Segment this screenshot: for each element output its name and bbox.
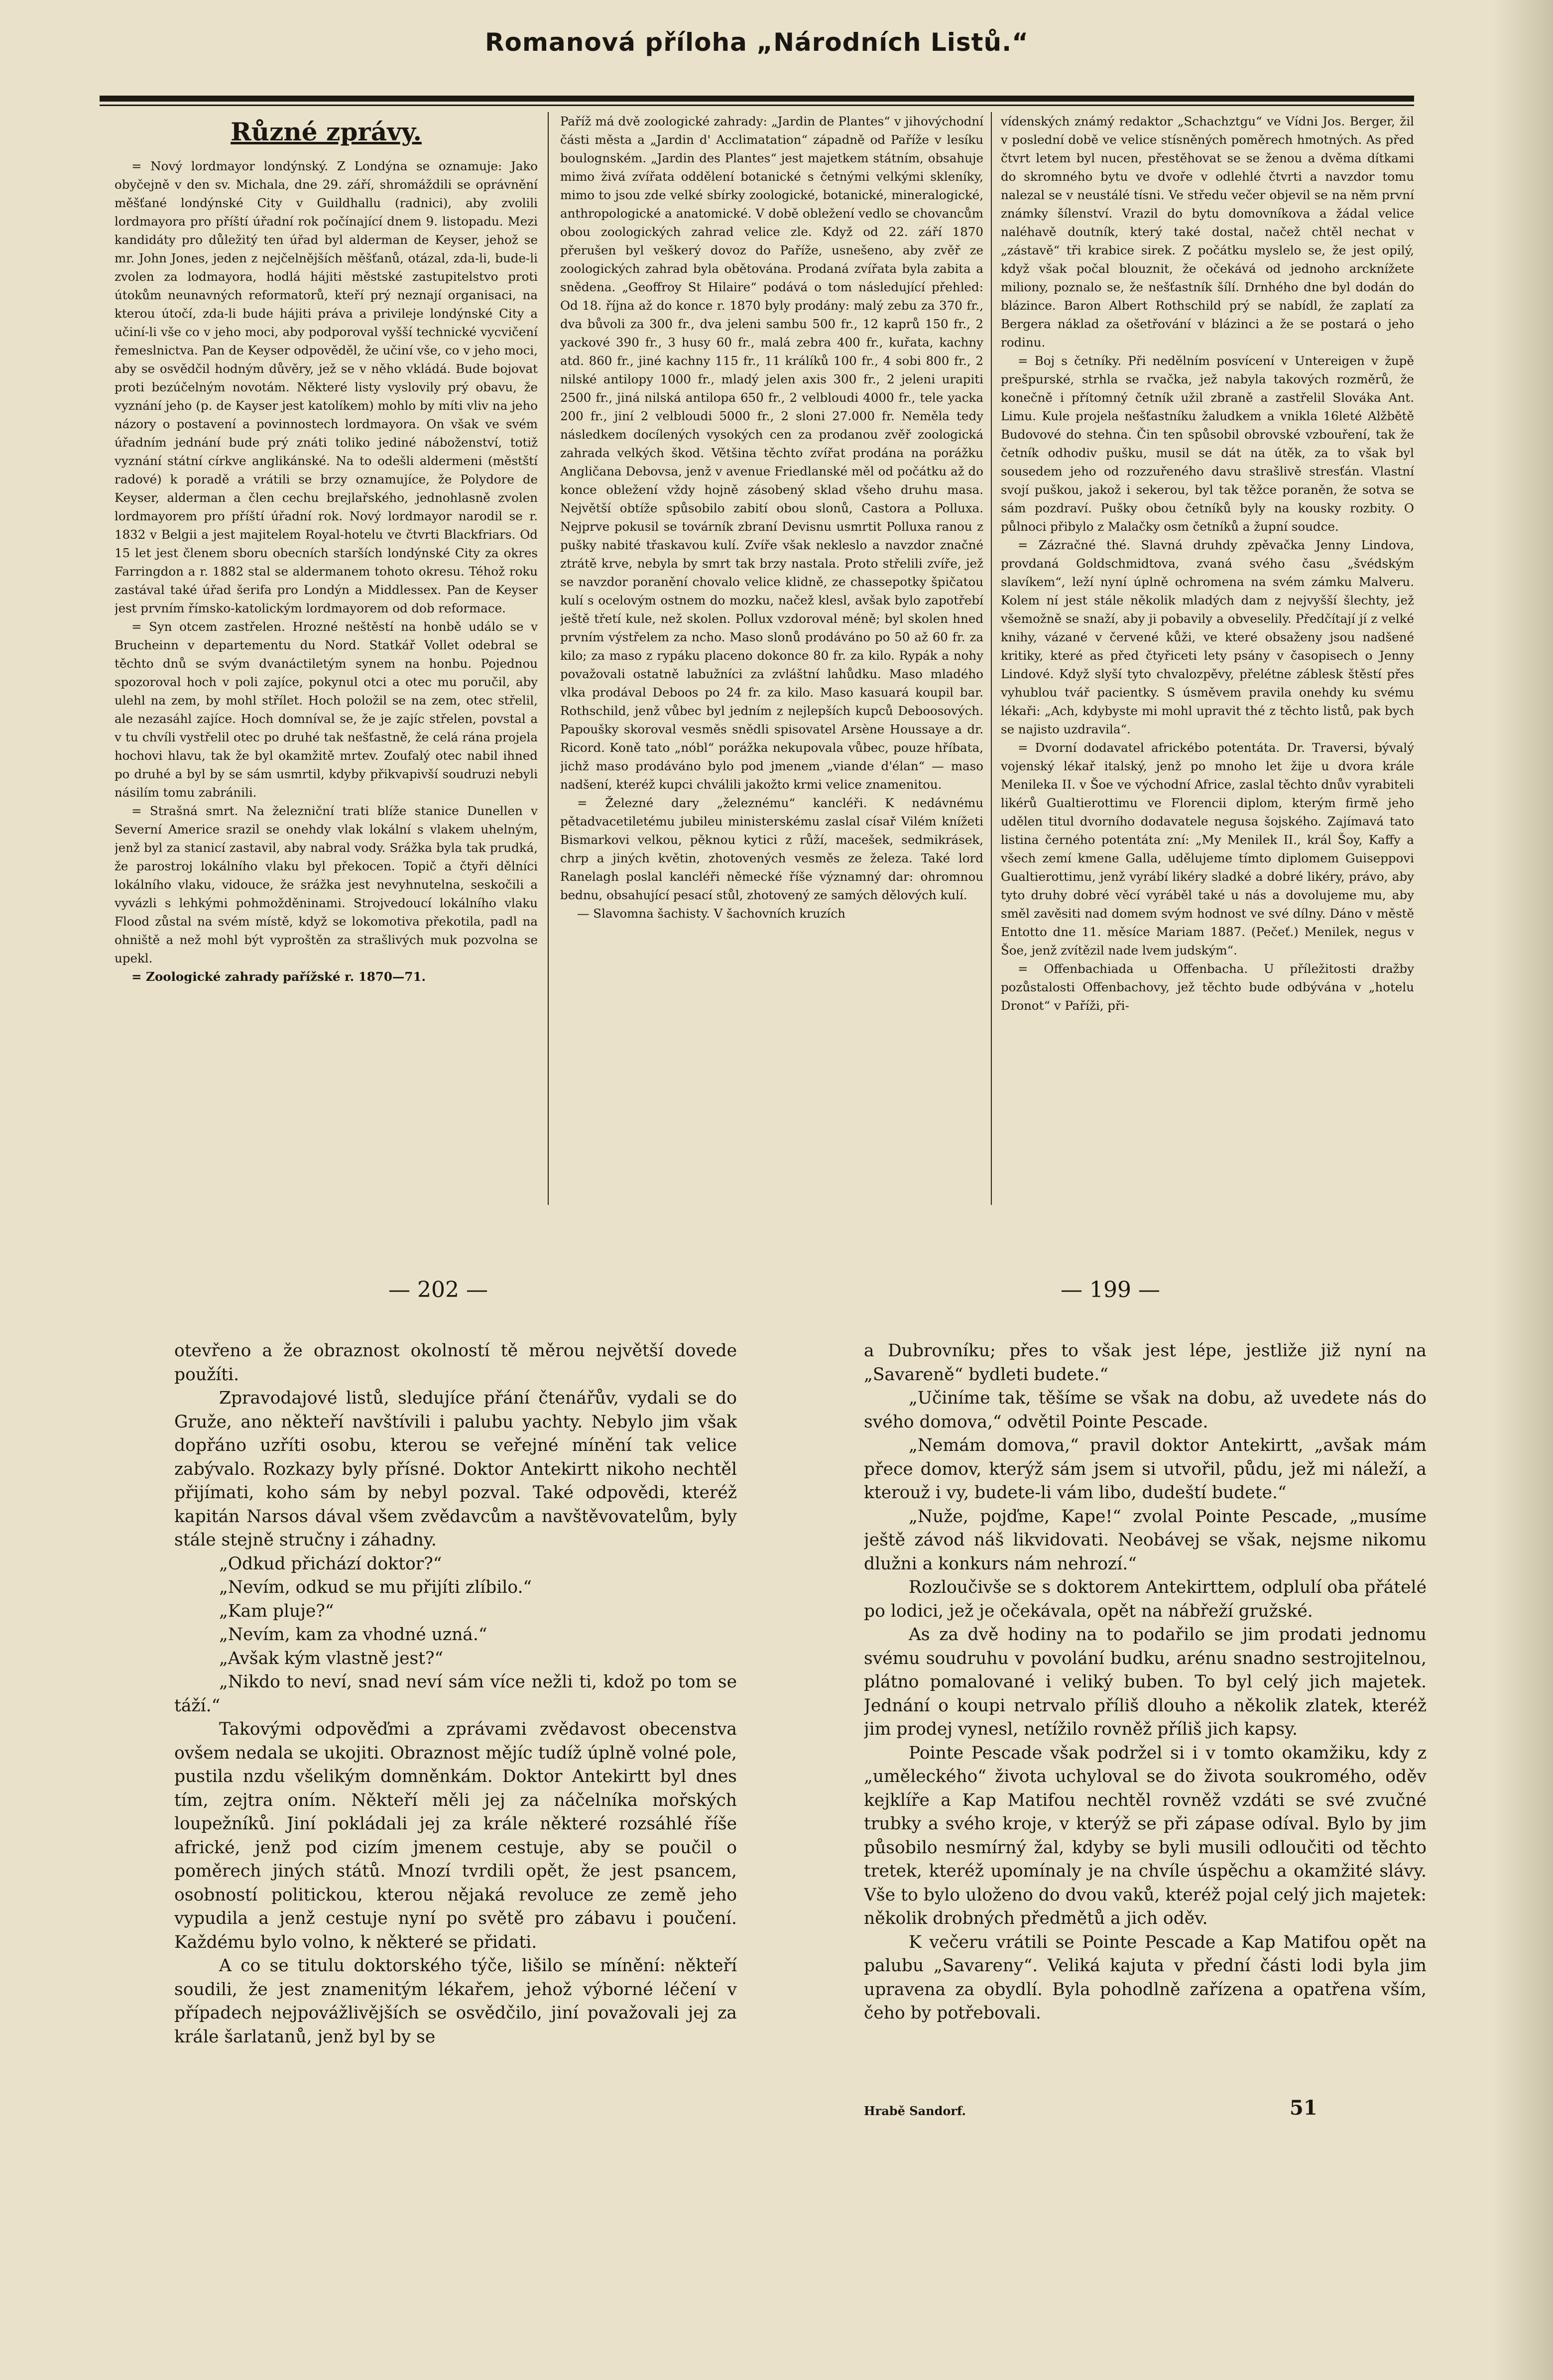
novel-paragraph: Pointe Pescade však podržel si i v tomto okamžiku, kdy z „uměleckého“ života uchyloval se do života soukromého, oděv kejklíře a Kap Matifou nechtěl rovněž vzdáti se své zvučné trubky a svého kroje, v kterýž se při zápase odíval. Bylo by jim působilo nesmírný žal, kdyby se byli musili odloučiti od těchto tretek, kteréž upomínaly je na chvíle úspěchu a okamžité slávy. Vše to bylo uloženo do dvou vaků, kteréž pojal celý jich majetek: několik drobných předmětů a jich oděv. (864, 1743, 1427, 1928)
news-column-3 (1001, 112, 1414, 1245)
novel-paragraph: a Dubrovníku; přes to však jest lépe, jestliže již nyní na „Savareně“ bydleti budete.“ (864, 1341, 1427, 1385)
article-zoologicke-zahrady-heading: = Zoologické zahrady pařížské r. 1870—71. (131, 969, 426, 984)
novel-dialogue: „Nikdo to neví, snad neví sám více nežli ti, kdož po tom se táží.“ (174, 1672, 737, 1716)
masthead (100, 5, 1414, 80)
novel-dialogue: „Nemám domova,“ pravil doktor Antekirtt, „avšak mám přece domov, kterýž sám jsem si utvořil, půdu, jež mi náleží, a kterouž i vy, budete-li vám libo, dudeští budete.“ (864, 1435, 1427, 1503)
paper-edge-shading (1493, 0, 1553, 2380)
signature-mark: Hrabě Sandorf. (864, 2104, 966, 2118)
header-rule-thick (100, 96, 1414, 102)
header-rule-thin (100, 105, 1414, 106)
news-column-2 (560, 112, 983, 1245)
novel-page-right (864, 1339, 1427, 2216)
novel-dialogue: „Nuže, pojďme, Kape!“ zvolal Pointe Pescade, „musíme ještě závod náš likvidovati. Neobávej se však, nejsme nikomu dlužni a konkurs nám nehrozí.“ (864, 1506, 1427, 1574)
sheet-number: 51 (1290, 2096, 1317, 2120)
novel-dialogue: „Učiníme tak, těšíme se však na dobu, až uvedete nás do svého domova,“ odvětil Pointe Pescade. (864, 1388, 1427, 1432)
article-zazracne-the: = Zázračné thé. Slavná druhdy zpěvačka Jenny Lindova, provdaná Goldschmidtova, zvaná svého času „švédským slavíkem“, leží nyní úplně ochromena na svém zámku Malveru. Kolem ní jest stále několik mladých dam z nejvyšší šlechty, jež všemožně se snaží, aby ji pobavily a obveselily. Předčítají jí z velké knihy, vázané v červené kůži, ve které obsaženy jsou nadšené kritiky, které as před čtyřiceti lety psány v časopisech o Jenny Lindové. Když slyší tyto chvalozpěvy, přelétne záblesk štěstí přes vyhublou tvář pacientky. S úsměvem pravila onehdy ku svému lékaři: „Ach, kdybyste mi mohl upravit thé z těchto listů, pak bych se najisto uzdravila“. (1001, 538, 1414, 736)
section-title: Různé zprávy. (231, 117, 422, 146)
novel-paragraph: Rozloučivše se s doktorem Antekirttem, odplulí oba přátelé po lodici, jež je očekávala, opět na nábřeží gružské. (864, 1577, 1427, 1621)
novel-paragraph: A co se titulu doktorského týče, lišilo se mínění: někteří soudili, že jest znamenitým lékařem, jehož výborné léčení v případech nejpovážlivějších se osvědčilo, jiní považovali jej za krále šarlatanů, jenž byl by se (174, 1956, 737, 2047)
article-strasna-smrt: = Strašná smrt. Na železniční trati blíže stanice Dunellen v Severní Americe srazil se onehdy vlak lokální s vlakem uhelným, jenž byl za stanicí zastavil, aby nabral vody. Srážka byla tak prudká, že parostroj lokálního vlaku byl překocen. Topič a čtyři dělníci lokálního vlaku, vidouce, že srážka jest nevyhnutelna, seskočili a vyvázli s lehkými pohmožděninami. Strojvedoucí lokálního vlaku Flood zůstal na svém místě, když se lokomotiva překotila, padl na ohniště a než mohl být vyproštěn za strašlivých muk pozvolna se upekl. (115, 804, 538, 965)
page-title: Romanová příloha „Národních Listů.“ (485, 28, 1029, 57)
novel-page-left (174, 1339, 737, 2216)
novel-dialogue: „Nevím, kam za vhodné uzná.“ (219, 1625, 487, 1645)
article-syn-otcem-zastrelen: = Syn otcem zastřelen. Hrozné neštěstí na honbě událo se v Brucheinn v departementu du Nord. Statkář Vollet odebral se těchto dnů se svým dvanáctiletým synem na honbu. Pojednou spozoroval hoch v poli zajíce, pokynul otci a otec mu poručil, aby ulehl na zem, by mohl střílet. Hoch položil se na zem, otec střelil, ale nezasáhl zajíce. Hoch domníval se, že je zajíc střelen, povstal a v tu chvíli vystřelil otec po druhé tak nešťastně, že celá rána projela hochovi hlavu, tak že byl okamžitě mrtev. Zoufalý otec nabil ihned po druhé a byl by se sám usmrtil, kdyby přikvapivší soudruzi nebyli násilím tomu zabránili. (115, 619, 538, 800)
novel-paragraph: Zpravodajové listů, sledujíce přání čtenářův, vydali se do Gruže, ano někteří navštívili i palubu yachty. Nebylo jim však dopřáno uzříti osobu, kterou se veřejné mínění tak velice zabývalo. Rozkazy byly přísné. Doktor Antekirtt nikoho nechtěl přijímati, koho sám by nebyl pozval. Také odpovědi, kteréž kapitán Narsos dával všem zvědavcům a navštěvovatelům, byly stále stejně stručny i záhadny. (174, 1388, 737, 1550)
novel-paragraph: K večeru vrátili se Pointe Pescade a Kap Matifou opět na palubu „Savareny“. Veliká kajuta v přední části lodi byla jim upravena za obydlí. Byla pohodlně zařízena a opatřena vším, čeho by potřebovali. (864, 1932, 1427, 2023)
article-slavomna-sachisty: — Slavomna šachisty. V šachovních kruzích (577, 906, 845, 921)
article-zoologicke-zahrady: Paříž má dvě zoologické zahrady: „Jardin de Plantes“ v jihovýchodní části města a „Jardin d' Acclimatation“ západně od Paříže v lesíku boulognském. „Jardin des Plantes“ jest majetkem státním, obsahuje mimo živá zvířata oddělení botanické s četnými velkými skleníky, mimo to jsou zde velké sbírky zoologické, botanické, mineralogické, anthropologické a anatomické. V době obležení vedlo se chovancům obou zoologických zahrad velice zle. Když od 22. září 1870 přerušen byl veškerý dovoz do Paříže, usnešeno, aby zvěř ze zoologických zahrad byla obětována. Prodaná zvířata byla zabita a snědena. „Geoffroy St Hilaire“ podává o tom následující přehled: Od 18. října až do konce r. 1870 byly prodány: malý zebu za 370 fr., dva bůvoli za 300 fr., dva jeleni sambu 500 fr., 12 kaprů 150 fr., 2 yackové 390 fr., 3 husy 60 fr., malá zebra 400 fr., kuřata, kachny atd. 860 fr., jiné kachny 115 fr., 11 králíků 100 fr., 4 sobi 800 fr., 2 nilské antilopy 1000 fr., mladý jelen axis 300 fr., 2 jeleni urapiti 2500 fr., jiná nilská antilopa 650 fr., 2 velbloudi 4000 fr., tele yacka 200 fr., jiní 2 velbloudi 5000 fr., 2 sloni 27.000 fr. Neměla tedy následkem docílených vysokých cen za prodanou zvěř zoologická zahrada velkých škod. Většina těchto zvířat prodána na porážku Angličana Debovsa, jenž v avenue Friedlanské měl od počátku až do konce obležení vždy hojně zásobený sklad všeho druhu masa. Největší obtíže spůsobilo zabití obou slonů, Castora a Polluxa. Nejprve pokusil se továrník zbraní Devisnu usmrtit Polluxa ranou z pušky nabité třaskavou kulí. Zvíře však nekleslo a navzdor značné ztrátě krve, nebyla by smrt tak brzy nastala. Proto střelili zvíře, jež se navzdor poranění chovalo velice klidně, ze chassepotky špičatou kulí s ocelovým ostnem do mozku, načež klesl, avšak bylo zapotřebí ještě třetí kule, než skolen. Pollux vzdoroval méně; byl skolen hned prvním výstřelem za ncho. Maso slonů prodáváno po 50 až 60 fr. za kilo; za maso z rypáku placeno dokonce 80 fr. za kilo. Rypák a nohy považovali ostatně labužníci za zvláštní lahůdku. Maso mladého vlka prodával Deboos po 24 fr. za kilo. Maso kasuará koupil bar. Rothschild, jenž vůbec byl jedním z nejlepších kupců Deboosových. Papoušky skoroval vesměs snědli spisovatel Arsène Houssaye a dr. Ricord. Koně tato „nóbl“ porážka nekupovala vůbec, pouze hříbata, jichž maso prodáváno bylo pod jmenem „viande d'élan“ — maso nadšení, kteréž kupci chválili jakožto krmi velice znamenitou. (560, 114, 983, 792)
novel-dialogue: „Nevím, odkud se mu přijíti zlíbilo.“ (219, 1577, 532, 1597)
article-lordmayor: = Nový lordmayor londýnský. Z Londýna se oznamuje: Jako obyčejně v den sv. Michala, dne 29. září, shromáždili se oprávnění měšťané londýnské City v Guildhallu (radnici), aby zvolili lordmayora pro příští úřadní rok počínající dnem 9. listopadu. Mezi kandidáty pro důležitý ten úřad byl alderman de Keyser, jehož se mr. John Jones, jeden z nejčelnějších měšťanů, otázal, zda-li, bude-li zvolen za lodmayora, hodlá hájiti městské zastupitelstvo proti útokům neunavných reformatorů, kteří prý neznají organisaci, na kterou útočí, zda-li bude hájiti práva a privileje londýnské City a učiní-li vše co v jeho moci, aby podporoval vyšší technické vycvičení řemeslnictva. Pan de Keyser odpověděl, že učiní vše, co v jeho moci, aby se osvědčil hodným důvěry, jež se v něho vkládá. Bude bojovat proti bezúčelným novotám. Některé listy vyslovily prý obavu, že vyznání jeho (p. de Kayser jest katolíkem) mohlo by míti vliv na jeho názory o postavení a povinnostech lordmayora. On však ve svém úřadním jednání bude prý znáti toliko jediné náboženství, totiž vyznání státní církve anglikánské. Na to odešli aldermeni (městští radové) k poradě a vrátili se brzy oznamujíce, že Polydore de Keyser, alderman a člen cechu brejlařského, jednohlasně zvolen lordmayorem pro příští úřadní rok. Nový lordmayor narodil se r. 1832 v Belgii a jest majitelem Royal-hotelu ve čtvrti Blackfriars. Od 15 let jest členem sboru obecních starších londýnské City za okres Farringdon a r. 1882 stal se aldermanem tohoto okresu. Téhož roku zastával také úřad šerifa pro Londýn a Middlessex. Pan de Keyser jest prvním římsko-katolickým lordmayorem od dob reformace. (115, 159, 538, 615)
novel-dialogue: „Avšak kým vlastně jest?“ (219, 1648, 444, 1668)
column-divider (991, 112, 992, 1205)
page-number-left: — 202 — (388, 1277, 488, 1303)
article-zelezne-dary: = Železné dary „železnému“ kancléři. K nedávnému pětadvacetiletému jubileu ministerskému zaslal císař Vilém knížeti Bismarkovi velkou, pěknou kytici z růží, macešek, sedmikrásek, chrp a jiných květin, zhotovených vesměs ze železa. Také lord Ranelagh poslal kancléři německé říše významný dar: ohromnou bednu, obsahující pesací stůl, zhotovený ze samých dělových kulí. (560, 796, 983, 902)
article-sachisty-continued: vídenských známý redaktor „Schachztgu“ ve Vídni Jos. Berger, žil v poslední době ve velice stísněných poměrech hmotných. As před čtvrt letem byl nucen, přestěhovat se se ženou a dvěma dítkami do skromného bytu ve dvoře v odlehlé čtvrti a navzdor tomu nalezal se v neustálé tísni. Ve středu večer objevil se na něm první známky šílenství. Vrazil do bytu domovníkova a žádal velice naléhavě doutník, který také dostal, načež chtěl nechat v „zástavě“ tři krabice sirek. Z počátku myslelo se, že jest opilý, když však počal blouznit, že očekává od jednoho arcknížete miliony, poznalo se, že nešťastník šílí. Drnhého dne byl dodán do blázince. Baron Albert Rothschild prý se nabídl, že zaplatí za Bergera náklad za ošetřování v blázinci a že se postará o jeho rodinu. (1001, 114, 1414, 350)
novel-paragraph: As za dvě hodiny na to podařilo se jim prodati jednomu svému soudruhu v povolání budku, arénu snadno sestrojitelnou, plátno pomalované i veliký buben. To byl celý jich majetek. Jednání o koupi netrvalo příliš dlouho a několik zlatek, kteréž jim prodej vynesl, netížilo rovněž příliš jich kapsy. (864, 1625, 1427, 1739)
column-divider (548, 112, 549, 1205)
novel-paragraph: Takovými odpověďmi a zprávami zvědavost obecenstva ovšem nedala se ukojiti. Obraznost mějíc tudíž úplně volné pole, pustila nzdu všelikým domněnkám. Doktor Antekirtt byl dnes tím, zejtra oním. Někteří měli jej za náčelníka mořských loupežníků. Jiní pokládali jej za krále některé rozsáhlé říše africké, jenž pod cizím jmenem cestuje, aby se poučil o poměrech jiných států. Mnozí tvrdili opět, že jest psancem, osobností politickou, kterou nějaká revoluce ze země jeho vypudila a jenž cestuje nyní po světě pro zábavu i poučení. Každému bylo volno, k některé se přidati. (174, 1719, 737, 1952)
page-number-right: — 199 — (1061, 1277, 1160, 1303)
article-boj-s-cetniky: = Boj s četníky. Při nedělním posvícení v Untereigen v župě prešpurské, strhla se rvačka, jež nabyla takových rozměrů, že konečně i přítomný četník užil zbraně a zastřelil Slováka Ant. Limu. Kule projela nešťastníku žaludkem a vnikla 16leté Alžbětě Budovové do stehna. Čin ten spůsobil obrovské vzbouření, tak že četník odhodiv pušku, musil se dát na útěk, za to však byl sousedem jeho od rozzuřeného davu strašlivě stresťán. Vlastní svojí puškou, jakož i sekerou, byl tak těžce poraněn, že sotva se sám pozdraví. Pušky obou četníků byly na kousky rozbity. O půlnoci přibylo z Malačky osm četníků a župní soudce. (1001, 354, 1414, 534)
article-dvorni-dodavatel: = Dvorní dodavatel africkébo potentáta. Dr. Traversi, bývalý vojenský lékař italský, jenž po mnoho let žije u dvora krále Menileka II. v Šoe ve východní Africe, zaslal těchto dnův vyrabiteli likérů Gualtierottimu ve Florencii diplom, kterým firmě jeho udělen titul dvorního dodavatele negusa šojského. Zajímavá tato listina černého potentáta zní: „My Menilek II., král Šoy, Kaffy a všech zemí kmene Galla, udělujeme tímto diplomem Guiseppovi Gualtierottimu, jenž vyrábí likéry sladké a dobré likéry, právo, aby tyto druhy dobré věcí vyráběl také u nás a dovolujeme mu, aby směl zavěsiti nad domem svým hodnost ve své dílny. Dáno v městě Entotto dne 11. měsíce Mariam 1887. (Pečeť.) Menilek, negus v Šoe, jenž zvítězil nade lvem judským“. (1001, 740, 1414, 957)
novel-paragraph: otevřeno a že obraznost okolností tě měrou největší dovede použíti. (174, 1341, 737, 1385)
novel-dialogue: „Odkud přichází doktor?“ (219, 1553, 442, 1574)
news-column-1 (115, 112, 538, 1245)
novel-dialogue: „Kam pluje?“ (219, 1601, 334, 1621)
article-offenbachiada: = Offenbachiada u Offenbacha. U příležitosti dražby pozůstalosti Offenbachovy, jež těchto bude odbývána v „hotelu Dronot“ v Paříži, při- (1001, 961, 1414, 1013)
